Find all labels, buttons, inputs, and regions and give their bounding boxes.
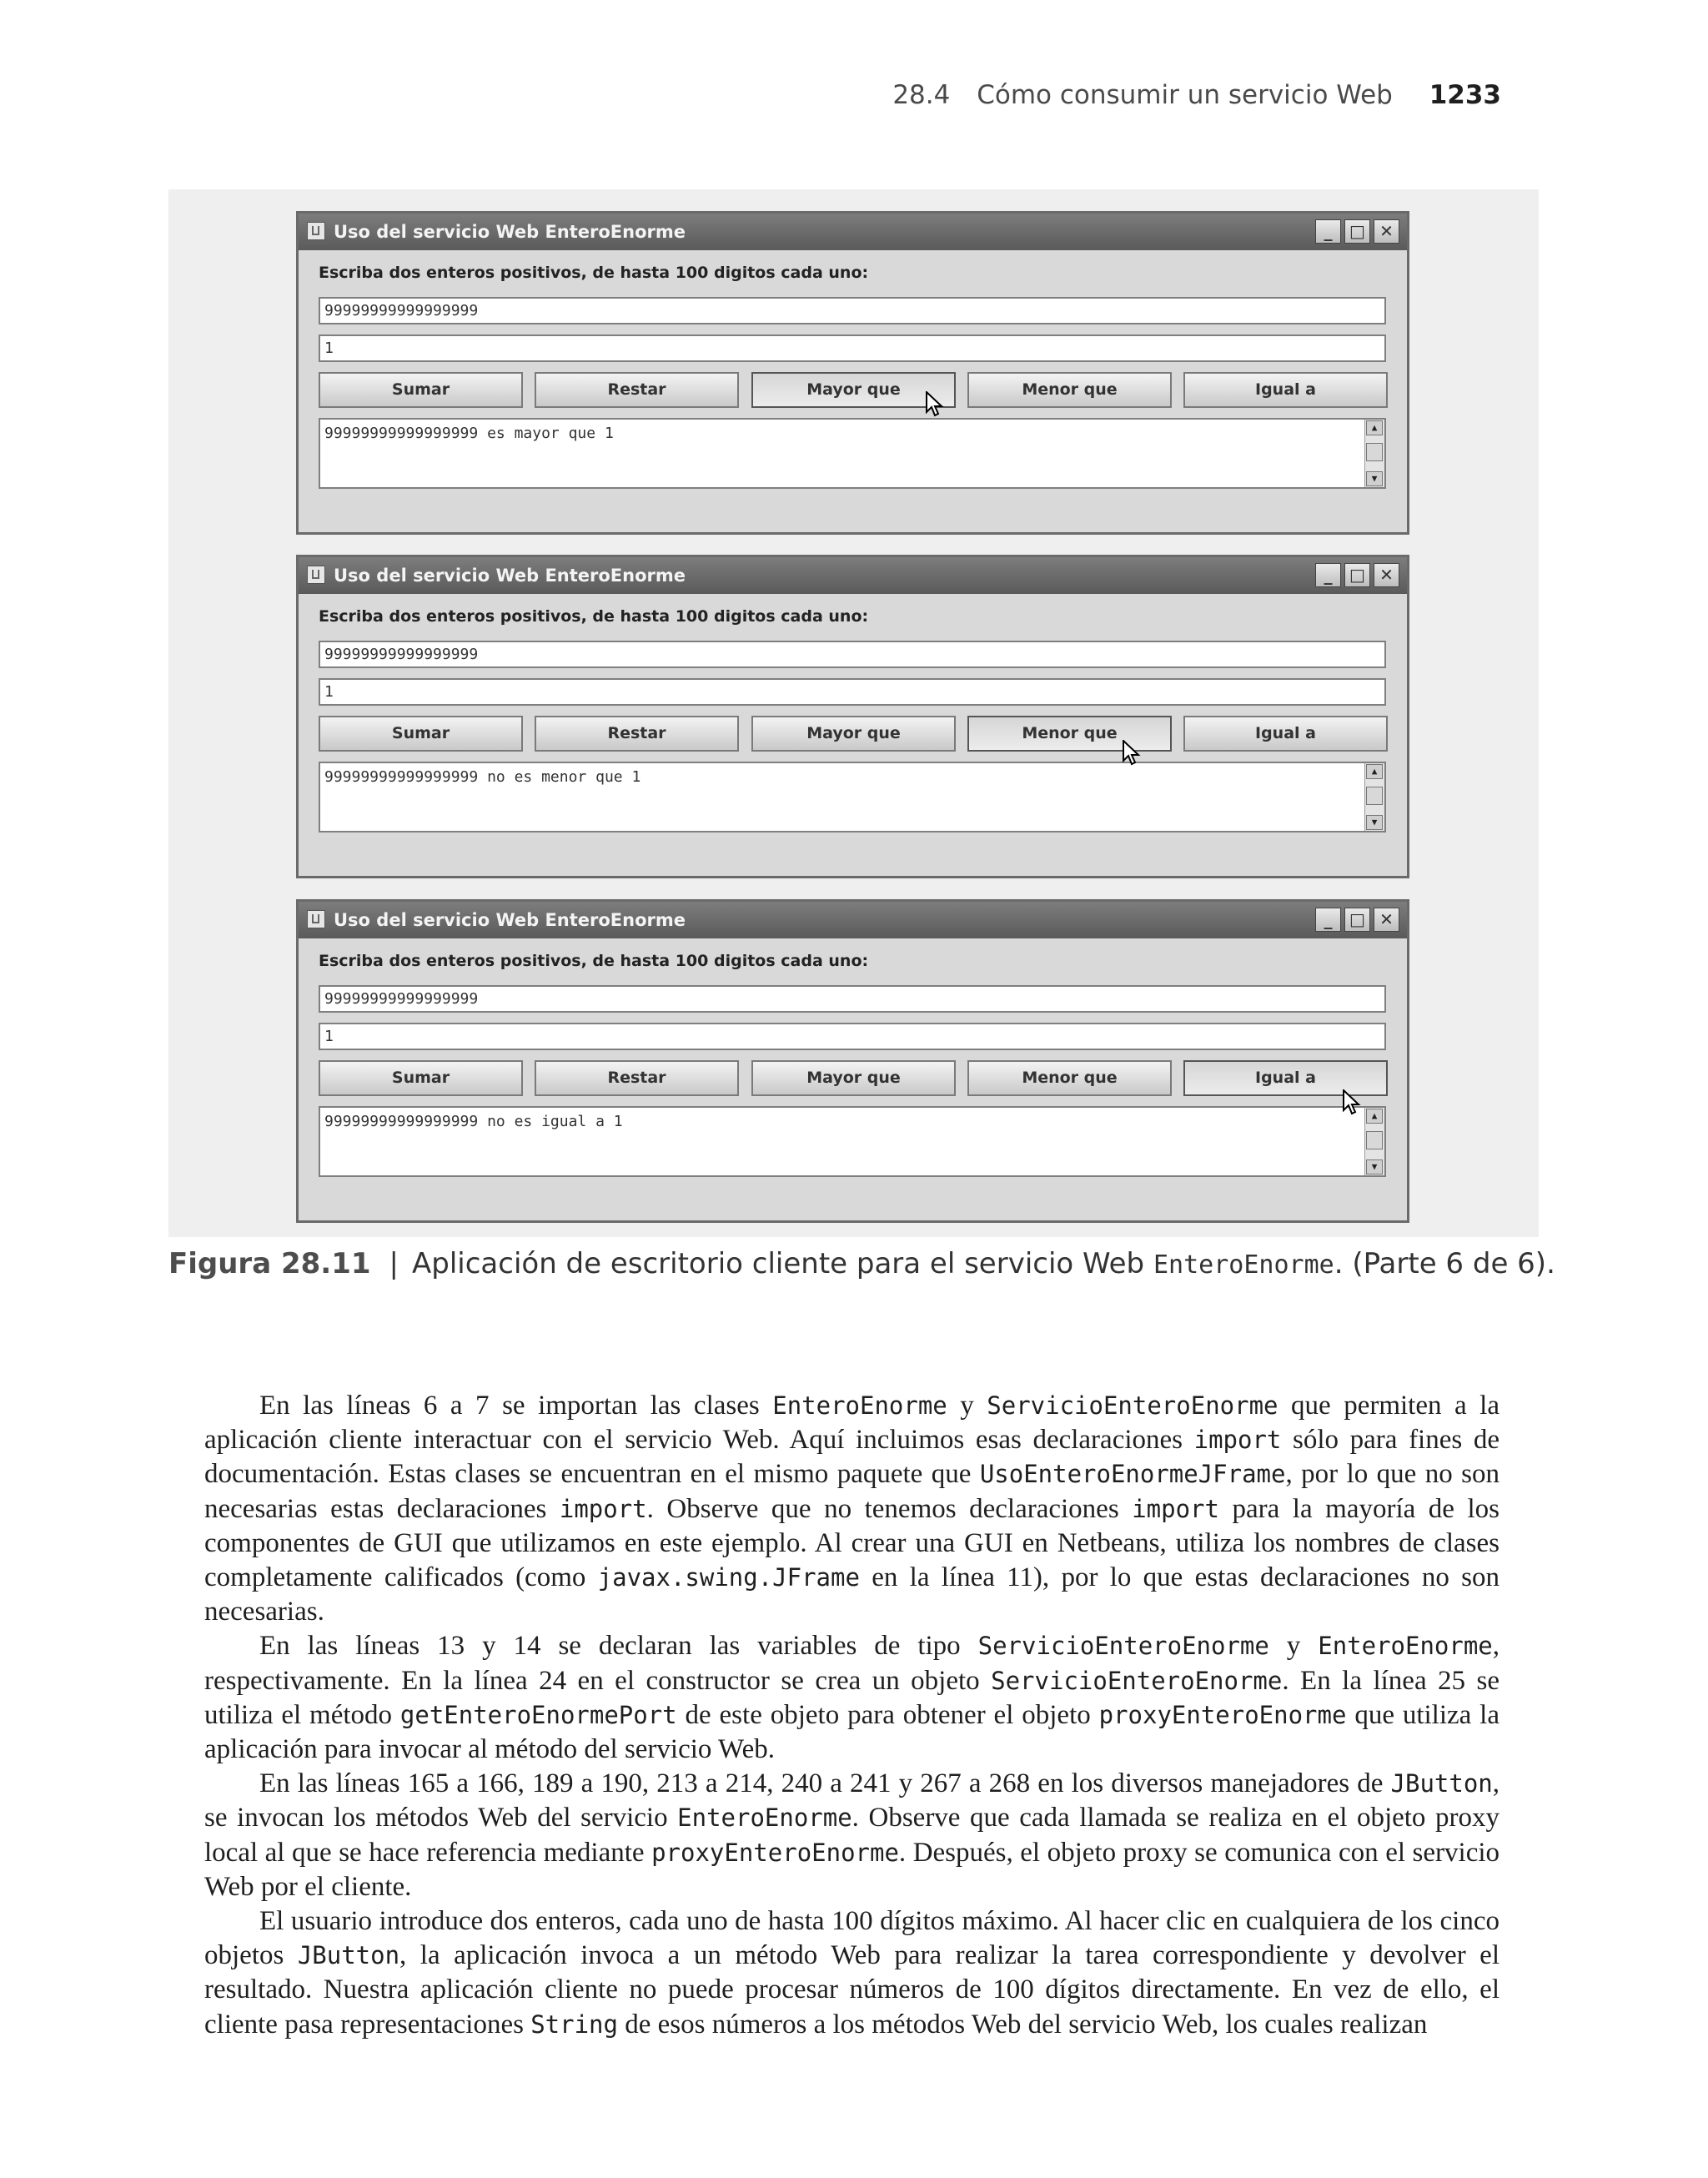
vertical-scrollbar[interactable] — [1364, 763, 1384, 831]
result-area[interactable] — [319, 762, 1386, 832]
vertical-scrollbar[interactable] — [1364, 420, 1384, 487]
text-run: . Observe que cada llamada se realiza en el objeto proxy local al que se hace referencia mediante — [204, 1803, 1500, 1868]
second-integer-field[interactable]: 1 — [319, 334, 1386, 362]
text-run: , respectivamente. En la línea 24 en el constructor se crea un objeto — [204, 1631, 1500, 1696]
window-title: Uso del servicio Web EnteroEnorme — [334, 566, 686, 586]
java-app-icon — [307, 910, 325, 928]
mayor-que-button[interactable]: Mayor que — [751, 716, 956, 752]
caption-code: EnteroEnorme — [1153, 1250, 1334, 1280]
text-run: , se invocan los métodos Web del servicio — [204, 1768, 1500, 1833]
scroll-up-arrow-icon[interactable]: ▲ — [1366, 420, 1383, 435]
mouse-pointer-icon — [1343, 1089, 1361, 1116]
paragraph-1 — [204, 1389, 1500, 1629]
restar-button[interactable]: Restar — [535, 716, 739, 752]
text-run: de esos números a los métodos Web del servicio Web, los cuales realizan — [617, 2009, 1428, 2040]
mayor-que-button[interactable]: Mayor que — [751, 372, 956, 408]
title-bar — [299, 557, 1407, 594]
result-text: 99999999999999999 no es menor que 1 — [324, 768, 641, 786]
result-area[interactable] — [319, 418, 1386, 489]
scroll-up-arrow-icon[interactable]: ▲ — [1366, 1109, 1383, 1124]
code-run: ServicioEnteroEnorme — [987, 1391, 1278, 1420]
title-bar — [299, 902, 1407, 938]
text-run: y — [1268, 1631, 1319, 1662]
scroll-down-arrow-icon[interactable]: ▼ — [1366, 815, 1383, 830]
text-run: En las líneas 13 y 14 se declaran las variables de tipo — [259, 1631, 978, 1662]
caption-text: Aplicación de escritorio cliente para el servicio Web — [411, 1247, 1153, 1280]
scroll-thumb[interactable] — [1366, 1131, 1383, 1149]
code-run: import — [559, 1494, 647, 1523]
body-text — [204, 1389, 1500, 2042]
prompt-label: Escriba dos enteros positivos, de hasta 100 digitos cada uno: — [319, 264, 869, 282]
first-integer-field[interactable]: 99999999999999999 — [319, 641, 1386, 668]
app-window-1 — [296, 211, 1409, 535]
second-integer-field[interactable]: 1 — [319, 678, 1386, 706]
text-run: El usuario introduce dos enteros, cada uno de hasta 100 dígitos máximo. Al hacer clic en cualquiera de los cinco objetos — [204, 1906, 1500, 1971]
code-run: UsoEnteroEnormeJFrame — [979, 1460, 1286, 1489]
result-text: 99999999999999999 no es igual a 1 — [324, 1113, 623, 1130]
window-title: Uso del servicio Web EnteroEnorme — [334, 910, 686, 930]
section-number: 28.4 — [892, 80, 951, 110]
minimize-button[interactable]: _ — [1315, 563, 1341, 587]
caption-separator: | — [389, 1247, 399, 1280]
mouse-pointer-icon — [926, 391, 944, 418]
code-run: JButton — [1390, 1769, 1493, 1798]
result-area[interactable] — [319, 1106, 1386, 1177]
sumar-button[interactable]: Sumar — [319, 716, 523, 752]
caption-text-end: . (Parte 6 de 6). — [1334, 1247, 1555, 1280]
text-run: , la aplicación invoca a un método Web para realizar la tarea correspondiente y devolver el resultado. Nuestra aplicación cliente no puede procesar números de 100 dígitos directamente. En vez de ello, el cliente pasa representaciones — [204, 1940, 1500, 2040]
sumar-button[interactable]: Sumar — [319, 1060, 523, 1096]
maximize-button[interactable]: □ — [1344, 908, 1370, 932]
text-run: de este objeto para obtener el objeto — [676, 1699, 1099, 1730]
code-run: String — [530, 2009, 618, 2039]
restar-button[interactable]: Restar — [535, 1060, 739, 1096]
first-integer-field[interactable]: 99999999999999999 — [319, 297, 1386, 324]
prompt-label: Escriba dos enteros positivos, de hasta 100 digitos cada uno: — [319, 952, 869, 970]
text-run: . Después, el objeto proxy se comunica con el servicio Web por el cliente. — [204, 1837, 1500, 1902]
text-run: para la mayoría de los componentes de GUI que utilizamos en este ejemplo. Al crear una GUI en Netbeans, utiliza los nombres de clases completamente calificados (como — [204, 1493, 1500, 1593]
code-run: import — [1193, 1426, 1282, 1455]
scroll-down-arrow-icon[interactable]: ▼ — [1366, 471, 1383, 486]
code-run: javax.swing.JFrame — [597, 1563, 860, 1592]
code-run: ServicioEnteroEnorme — [991, 1666, 1283, 1695]
mayor-que-button[interactable]: Mayor que — [751, 1060, 956, 1096]
java-app-icon — [307, 566, 325, 584]
paragraph-2 — [204, 1629, 1500, 1767]
prompt-label: Escriba dos enteros positivos, de hasta 100 digitos cada uno: — [319, 607, 869, 626]
scroll-up-arrow-icon[interactable]: ▲ — [1366, 764, 1383, 779]
menor-que-button[interactable]: Menor que — [967, 372, 1172, 408]
maximize-button[interactable]: □ — [1344, 219, 1370, 244]
menor-que-button[interactable]: Menor que — [967, 1060, 1172, 1096]
text-run: y — [947, 1391, 987, 1421]
code-run: ServicioEnteroEnorme — [977, 1632, 1269, 1661]
menor-que-button[interactable]: Menor que — [967, 716, 1172, 752]
figure-caption — [168, 1247, 1555, 1280]
text-run: . Observe que no tenemos declaraciones — [646, 1493, 1133, 1524]
code-run: EnteroEnorme — [772, 1391, 947, 1420]
first-integer-field[interactable]: 99999999999999999 — [319, 985, 1386, 1013]
app-window-2 — [296, 555, 1409, 878]
code-run: JButton — [297, 1941, 400, 1970]
close-button[interactable]: ✕ — [1374, 908, 1399, 932]
text-run: En las líneas 6 a 7 se importan las clases — [259, 1391, 773, 1421]
scroll-down-arrow-icon[interactable]: ▼ — [1366, 1159, 1383, 1175]
paragraph-3 — [204, 1767, 1500, 1904]
code-run: proxyEnteroEnorme — [1098, 1700, 1347, 1729]
igual-a-button[interactable]: Igual a — [1183, 716, 1388, 752]
text-run: , por lo que no son necesarias estas declaraciones — [204, 1459, 1500, 1524]
figure-label: Figura 28.11 — [168, 1247, 371, 1280]
code-run: getEnteroEnormePort — [399, 1700, 677, 1729]
result-text: 99999999999999999 es mayor que 1 — [324, 425, 614, 442]
second-integer-field[interactable]: 1 — [319, 1023, 1386, 1050]
scroll-thumb[interactable] — [1366, 443, 1383, 461]
title-bar — [299, 214, 1407, 250]
java-app-icon — [307, 222, 325, 240]
sumar-button[interactable]: Sumar — [319, 372, 523, 408]
text-run: en la línea 11), por lo que estas declaraciones no son necesarias. — [204, 1562, 1500, 1627]
close-button[interactable]: ✕ — [1374, 563, 1399, 587]
code-run: import — [1132, 1494, 1219, 1523]
section-title: Cómo consumir un servicio Web — [977, 80, 1393, 110]
restar-button[interactable]: Restar — [535, 372, 739, 408]
close-button[interactable]: ✕ — [1374, 219, 1399, 244]
scroll-thumb[interactable] — [1366, 787, 1383, 805]
vertical-scrollbar[interactable] — [1364, 1108, 1384, 1175]
text-run: que utiliza la aplicación para invocar al método del servicio Web. — [204, 1699, 1500, 1765]
page-number: 1233 — [1429, 80, 1501, 110]
maximize-button[interactable]: □ — [1344, 563, 1370, 587]
paragraph-4 — [204, 1904, 1500, 2042]
app-window-3 — [296, 899, 1409, 1223]
code-run: proxyEnteroEnorme — [651, 1838, 899, 1867]
running-header — [892, 80, 1501, 110]
code-run: EnteroEnorme — [1318, 1632, 1493, 1661]
mouse-pointer-icon — [1123, 740, 1141, 767]
minimize-button[interactable]: _ — [1315, 908, 1341, 932]
igual-a-button[interactable]: Igual a — [1183, 1060, 1388, 1096]
text-run: . En la línea 25 se utiliza el método — [204, 1665, 1500, 1730]
minimize-button[interactable]: _ — [1315, 219, 1341, 244]
text-run: En las líneas 165 a 166, 189 a 190, 213 a 214, 240 a 241 y 267 a 268 en los diversos manejadores de — [259, 1768, 1391, 1799]
text-run: que permiten a la aplicación cliente interactuar con el servicio Web. Aquí incluimos esas declaraciones — [204, 1391, 1500, 1456]
igual-a-button[interactable]: Igual a — [1183, 372, 1388, 408]
text-run: sólo para fines de documentación. Estas clases se encuentran en el mismo paquete que — [204, 1425, 1500, 1490]
code-run: EnteroEnorme — [677, 1803, 852, 1833]
window-title: Uso del servicio Web EnteroEnorme — [334, 222, 686, 242]
